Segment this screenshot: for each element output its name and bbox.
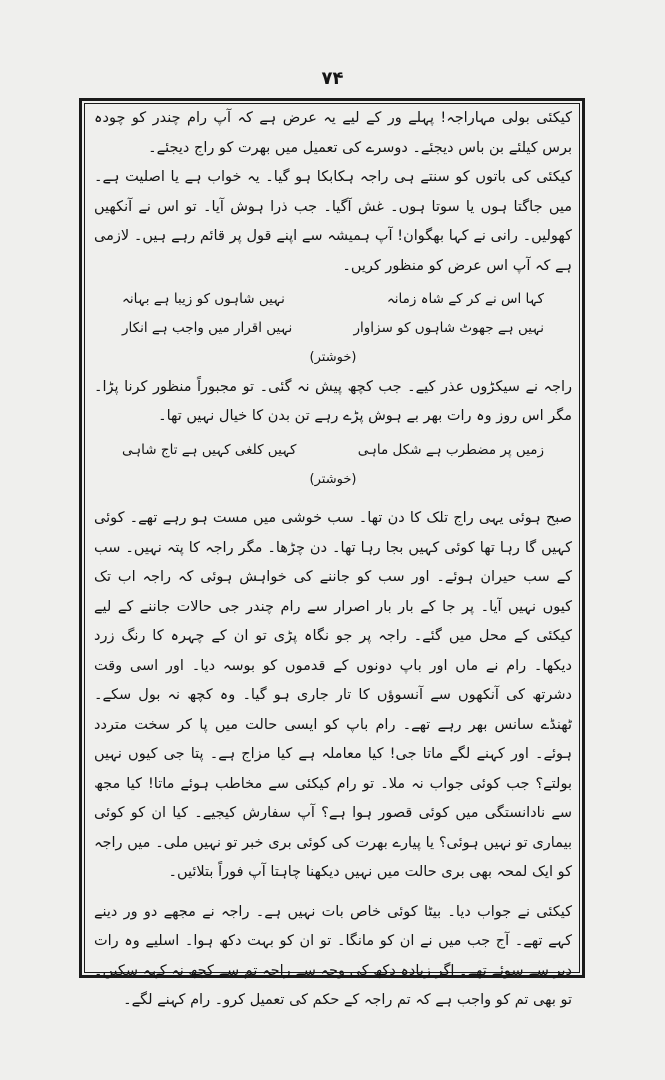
couplet-2-right: نہیں ہے جھوٹ شاہوں کو سزاوار [353, 320, 544, 336]
poet-credit-1: (خوشتر) [309, 350, 357, 365]
couplet-1-left: نہیں شاہوں کو زیبا ہے بہانہ [122, 291, 285, 307]
paragraph-coronation-morning: صبح ہوئی یہی راج تلک کا دن تھا۔ سب خوشی میں مست ہو رہے تھے۔ کوئی کہیں گا رہا تھا کوئی کہیں بجا رہا تھا۔ دن چڑھا۔ مگر راجہ کا پتہ نہیں۔ سب کے سب حیران ہوئے۔ اور سب کو جاننے کی خواہش ہوئی کہ راجہ اب تک کیوں نہیں آیا۔ پر جا کے بار بار اصرار سے رام چندر جی حالات جاننے کے لیے کیکئی کے محل میں گئے۔ راجہ پر جو نگاہ پڑی تو ان کے چہرہ کا رنگ زرد دیکھا۔ رام نے ماں اور باپ دونوں کے قدموں کو بوسہ دیا۔ اور اسی وقت دشرتھ کی آنکھوں سے آنسوؤں کا تار جاری ہو گیا۔ وہ کچھ نہ بول سکے۔ ٹھنڈے سانس بھر رہے تھے۔ رام باپ کو ایسی حالت میں پا کر سخت متردد ہوئے۔ اور کہنے لگے ماتا جی! کیا معاملہ ہے کیا مزاج ہے۔ پتا جی کیوں نہیں بولتے؟ جب کوئی جواب نہ ملا۔ تو رام کیکئی سے مخاطب ہوئے ماتا! کیا مجھ سے نادانستگی میں کوئی قصور ہوا ہے؟ آپ سفارش کیجیے۔ کیا ان کو کوئی بیماری تو نہیں ہوئی؟ یا پیارے بھرت کی کوئی بری خبر تو نہیں ملی۔ میں راجہ کو ایک لمحہ بھی بری حالت میں نہیں دیکھنا چاہتا آپ فوراً بتلائیں۔ [94, 510, 572, 880]
paragraph-kaikeyi-request: کیکئی بولی مہاراجہ! پہلے ور کے لیے یہ عرض ہے کہ آپ رام چندر کو چودہ برس کیلئے بن باس دیجئے۔ دوسرے کی تعمیل میں بھرت کو راج دیجئے۔ [94, 110, 572, 156]
couplet-2 [94, 314, 572, 343]
couplet-1-right: کہا اس نے کر کے شاہ زمانہ [386, 291, 544, 307]
page-number: ۷۴ [321, 68, 344, 89]
paragraph-king-excuses: راجہ نے سیکڑوں عذر کیے۔ جب کچھ پیش نہ گئی۔ تو مجبوراً منظور کرنا پڑا۔ مگر اس روز وہ رات بھر بے ہوش پڑے رہے تن بدن کا خیال نہیں تھا۔ [94, 378, 572, 424]
couplet-2-left: نہیں اقرار میں واجب ہے انکار [122, 320, 293, 336]
couplet-3 [94, 436, 572, 465]
paragraph-kaikeyi-reply: کیکئی نے جواب دیا۔ بیٹا کوئی خاص بات نہیں ہے۔ راجہ نے مجھے دو ور دینے کہے تھے۔ آج جب میں نے ان کو مانگا۔ تو ان کو بہت دکھ ہوا۔ اسلیے وہ رات دیر سے سوئے تھے۔ اگر زیادہ دکھ کی وجہ سے راجہ تم سے کچھ نہ کہہ سکیں۔ تو بھی تم کو واجب ہے کہ تم راجہ کے حکم کی تعمیل کرو۔ رام کہنے لگے۔ [94, 903, 572, 1008]
couplet-3-left: کہیں کلغی کہیں ہے تاج شاہی [122, 441, 297, 458]
couplet-1 [94, 285, 572, 314]
paragraph-king-shock: کیکئی کی باتوں کو سنتے ہی راجہ ہکابکا ہو گیا۔ یہ خواب ہے یا اصلیت ہے۔ میں جاگتا ہوں یا سوتا ہوں۔ غش آگیا۔ جب ذرا ہوش آیا۔ تو اس نے آنکھیں کھولیں۔ رانی نے کہا بھگوان! آپ ہمیشہ سے اپنے قول پر قائم رہے ہیں۔ لازمی ہے کہ آپ اس عرض کو منظور کریں۔ [94, 169, 572, 274]
poet-credit-2: (خوشتر) [309, 471, 357, 487]
page-text [94, 104, 572, 1016]
couplet-3-right: زمیں پر مضطرب ہے شکل ماہی [357, 441, 544, 458]
